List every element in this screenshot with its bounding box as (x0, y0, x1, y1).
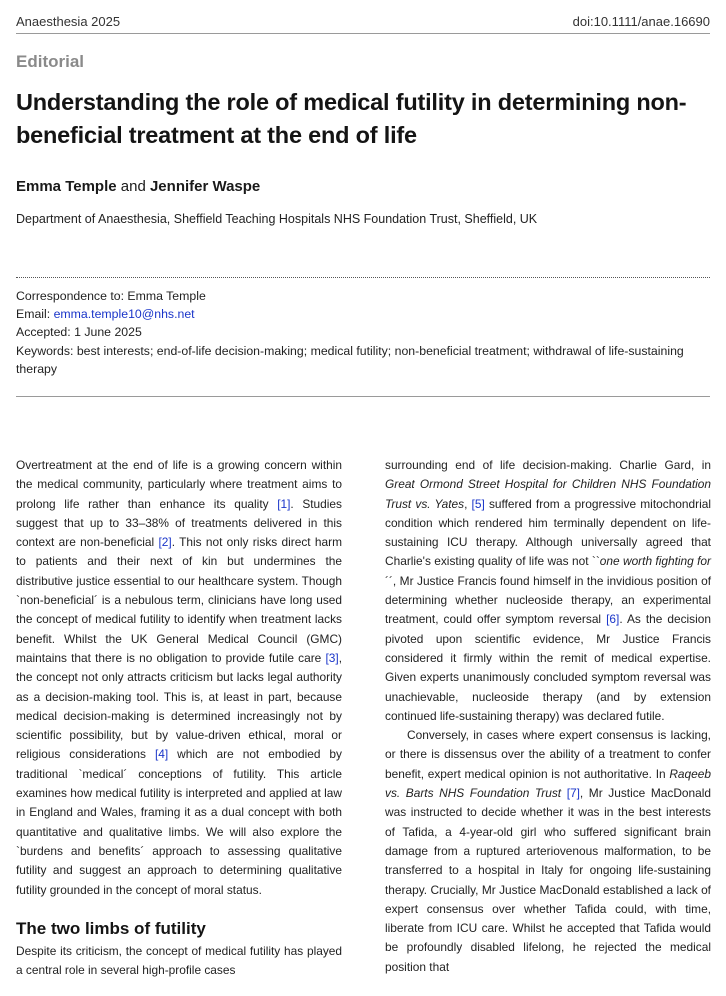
case-name: Raqeeb vs. Barts NHS Foundation Trust (385, 766, 711, 801)
journal-name: Anaesthesia 2025 (16, 13, 121, 29)
paragraph: Despite its criticism, the concept of medical futility has played a central role in several high-profile cases (16, 943, 342, 978)
accepted-date: Accepted: 1 June 2025 (16, 325, 142, 340)
citation-link[interactable]: [5] (471, 496, 485, 511)
paragraph (16, 456, 342, 900)
dotted-divider (16, 277, 710, 278)
author-conjunction: and (116, 178, 150, 195)
email-label: Email: (16, 307, 54, 322)
email-link[interactable]: emma.temple10@nhs.net (53, 307, 195, 322)
keywords: Keywords: best interests; end-of-life decision-making; medical futility; non-beneficial treatment; withdrawal of life-sustaining therapy (16, 343, 684, 376)
article-title: Understanding the role of medical futility in determining non-beneficial treatment at the end of life (16, 89, 687, 148)
section-heading: The two limbs of futility (16, 918, 206, 938)
text-run: Overtreatment at the end of life is a growing concern within the medical community, particularly where treatment aims to prolong life rather than enhance its quality (16, 458, 342, 511)
text-run: which are not embodied by traditional `medical´ conceptions of futility. This article examines how medical futility is interpreted and applied at law in England and Wales, framing it as a dual concept with both quantitative and qualitative limbs. We will also explore the `burdens and benefits´ approach to assessing qualitative futility and suggest an approach to determining qualitative futility grounded in the concept of moral status. (16, 747, 342, 897)
citation-link[interactable]: [7] (566, 786, 580, 801)
citation-link[interactable]: [6] (606, 612, 620, 627)
text-run: . Studies suggest that up to 33–38% of treatments delivered in this context are non-beneficial (16, 496, 342, 550)
paragraph (385, 456, 711, 726)
email-line (16, 305, 706, 323)
text-run: Conversely, in cases where expert consensus is lacking, or there is dissensus over the ability of a treatment to confer benefit, expert medical opinion is not authoritative. In (385, 728, 711, 781)
text-run: , Mr Justice MacDonald was instructed to decide whether it was in the best interests of Tafida, a 4-year-old girl who suffered significant brain damage from a ruptured arteriovenous malformation, to be transferred to a hospital in Italy for ongoing life-sustaining therapy. Crucially, Mr Justice MacDonald established a lack of expert consensus over whether Tafida could, with time, liberate from ICU care. Whilst he accepted that Tafida would be profoundly disabled lifelong, he rejected the medical position that (385, 786, 711, 974)
text-run: suffered from a progressive mitochondrial condition which rendered him terminally dependent on life-sustaining ICU therapy. Although universally agreed that Charlie's existing quality of life was not `` (385, 496, 711, 569)
quotation: one worth fighting for (599, 554, 711, 569)
author-list (16, 178, 260, 195)
metadata-divider (16, 396, 710, 397)
author-name: Jennifer Waspe (149, 178, 261, 195)
affiliation: Department of Anaesthesia, Sheffield Teaching Hospitals NHS Foundation Trust, Sheffield, UK (16, 212, 538, 226)
body-column-left (16, 456, 342, 980)
article-metadata (16, 287, 706, 378)
text-run: , (464, 496, 472, 511)
header-divider (16, 33, 710, 34)
author-name: Emma Temple (16, 178, 117, 195)
citation-link[interactable]: [1] (277, 496, 291, 511)
citation-link[interactable]: [3] (325, 650, 339, 665)
text-run: , the concept not only attracts criticism but lacks legal authority as a decision-making tool. This is, at least in part, because medical decision-making is determined increasingly not by scientific possibility, but by value-driven ethical, moral or religious considerations (16, 650, 342, 762)
text-run: ´´, Mr Justice Francis found himself in the invidious position of determining whether nucleoside therapy, an experimental treatment, could offer symptom reversal (385, 573, 711, 627)
text-run: . This not only risks direct harm to patients and their next of kin but undermines the distributive justice essential to our healthcare system. Though `non-beneficial´ is a nebulous term, clinicians have long used the concept of medical futility to identify when treatment lacks benefit. Whilst the UK General Medical Council (GMC) maintains that there is no obligation to provide futile care (16, 535, 342, 665)
section-label: Editorial (16, 52, 85, 71)
doi[interactable]: doi:10.1111/anae.16690 (572, 13, 710, 29)
paragraph (385, 726, 711, 977)
body-column-right (385, 456, 711, 977)
text-run: . As the decision pivoted upon scientific evidence, Mr Justice Francis considered it firmly within the remit of medical expertise. Given experts unanimously concluded symptom reversal was unachievable, nucleoside therapy (and by extension continued life-sustaining therapy) was declared futile. (385, 612, 711, 723)
case-name: Great Ormond Street Hospital for Children NHS Foundation Trust vs. Yates (385, 477, 711, 511)
citation-link[interactable]: [4] (154, 747, 169, 762)
running-header (16, 10, 710, 32)
correspondence: Correspondence to: Emma Temple (16, 289, 206, 303)
citation-link[interactable]: [2] (158, 535, 172, 550)
text-run: surrounding end of life decision-making. Charlie Gard, in (385, 458, 711, 472)
